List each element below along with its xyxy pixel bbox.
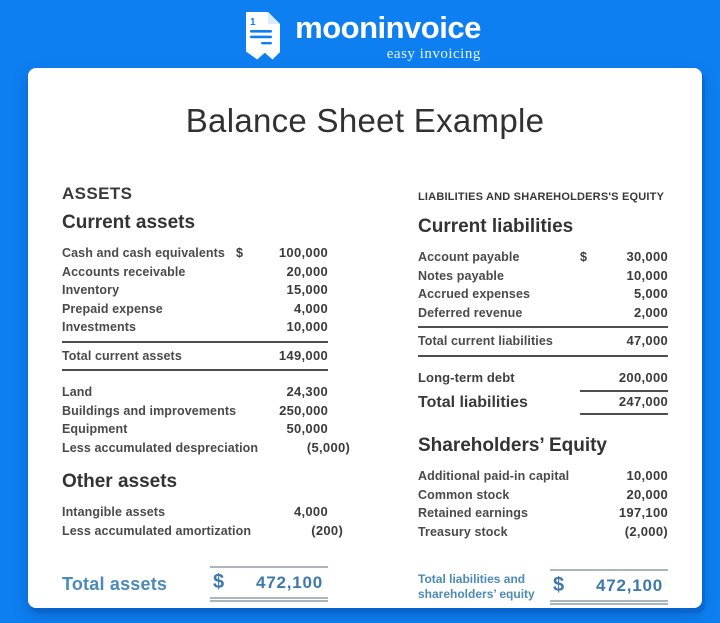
currency-symbol: $ — [236, 246, 243, 260]
table-row: Investments 10,000 — [62, 319, 328, 334]
currency-symbol: $ — [580, 250, 587, 264]
total-current-assets-row: Total current assets 149,000 — [62, 347, 328, 363]
invoice-ribbon-icon — [239, 11, 283, 63]
table-row: Land 24,300 — [62, 384, 328, 399]
total-assets-label: Total assets — [62, 573, 168, 594]
table-row: Less accumulated amortization (200) — [62, 522, 344, 538]
table-row: Accrued expenses 5,000 — [418, 286, 668, 301]
total-liabilities-label: Total liabilities — [418, 393, 528, 411]
table-row: Prepaid expense 4,000 — [62, 300, 328, 316]
table-row: Buildings and improvements 250,000 — [62, 402, 329, 418]
table-row: Common stock 20,000 — [418, 486, 668, 502]
double-underline — [550, 600, 668, 605]
table-row: Retained earnings 197,100 — [418, 505, 668, 520]
table-row: Account payable $ 30,000 — [418, 248, 668, 267]
total-liabilities-row — [418, 390, 668, 415]
divider — [62, 341, 328, 343]
divider — [210, 566, 328, 568]
currency-symbol: $ — [553, 574, 565, 596]
divider — [418, 355, 668, 357]
balance-sheet-panel — [28, 68, 702, 608]
brand-header — [0, 0, 720, 68]
table-row: Additional paid-in capital 10,000 — [418, 468, 668, 483]
shareholders-equity-heading: Shareholders’ Equity — [418, 435, 607, 456]
total-liabilities-equity-value: $ 472,100 — [550, 569, 668, 605]
table-row: Treasury stock (2,000) — [418, 523, 668, 539]
total-liabilities-equity-row — [418, 569, 668, 605]
current-assets-heading: Current assets — [62, 212, 196, 233]
current-liabilities-heading: Current liabilities — [418, 216, 574, 237]
long-term-debt-row: Long-term debt 200,000 — [418, 369, 668, 385]
table-row: Notes payable 10,000 — [418, 267, 668, 283]
total-current-liabilities-row: Total current liabilities 47,000 — [418, 333, 668, 348]
other-assets-heading: Other assets — [62, 471, 178, 492]
table-row: Deferred revenue 2,000 — [418, 304, 668, 320]
assets-column — [62, 184, 351, 605]
divider — [62, 369, 328, 371]
divider — [418, 326, 668, 328]
page-title: Balance Sheet Example — [185, 102, 545, 139]
table-row: Accounts receivable 20,000 — [62, 263, 328, 279]
brand-wordmark: mooninvoice — [295, 9, 481, 45]
table-row: Cash and cash equivalents $ 100,000 — [62, 244, 328, 263]
divider — [550, 569, 668, 571]
brand-text — [295, 9, 481, 63]
table-row: Less accumulated despreciation (5,000) — [62, 439, 351, 455]
total-assets-row — [62, 566, 328, 602]
assets-section-title: ASSETS — [62, 184, 133, 203]
table-row: Inventory 15,000 — [62, 282, 328, 297]
liabilities-column — [418, 184, 668, 605]
table-row: Intangible assets 4,000 — [62, 504, 328, 519]
table-row: Equipment 50,000 — [62, 421, 328, 436]
currency-symbol: $ — [213, 571, 225, 593]
total-liabilities-value: 247,000 — [580, 390, 668, 415]
double-underline — [210, 597, 328, 602]
brand-tagline: easy invoicing — [386, 45, 481, 62]
svg-text:1: 1 — [250, 17, 256, 28]
columns — [28, 184, 702, 605]
total-assets-value: $ 472,100 — [210, 566, 328, 602]
total-liabilities-equity-label: Total liabilities and shareholders’ equity — [418, 572, 535, 601]
liabilities-section-title: LIABILITIES AND SHAREHOLDERS'S EQUITY — [418, 191, 665, 203]
